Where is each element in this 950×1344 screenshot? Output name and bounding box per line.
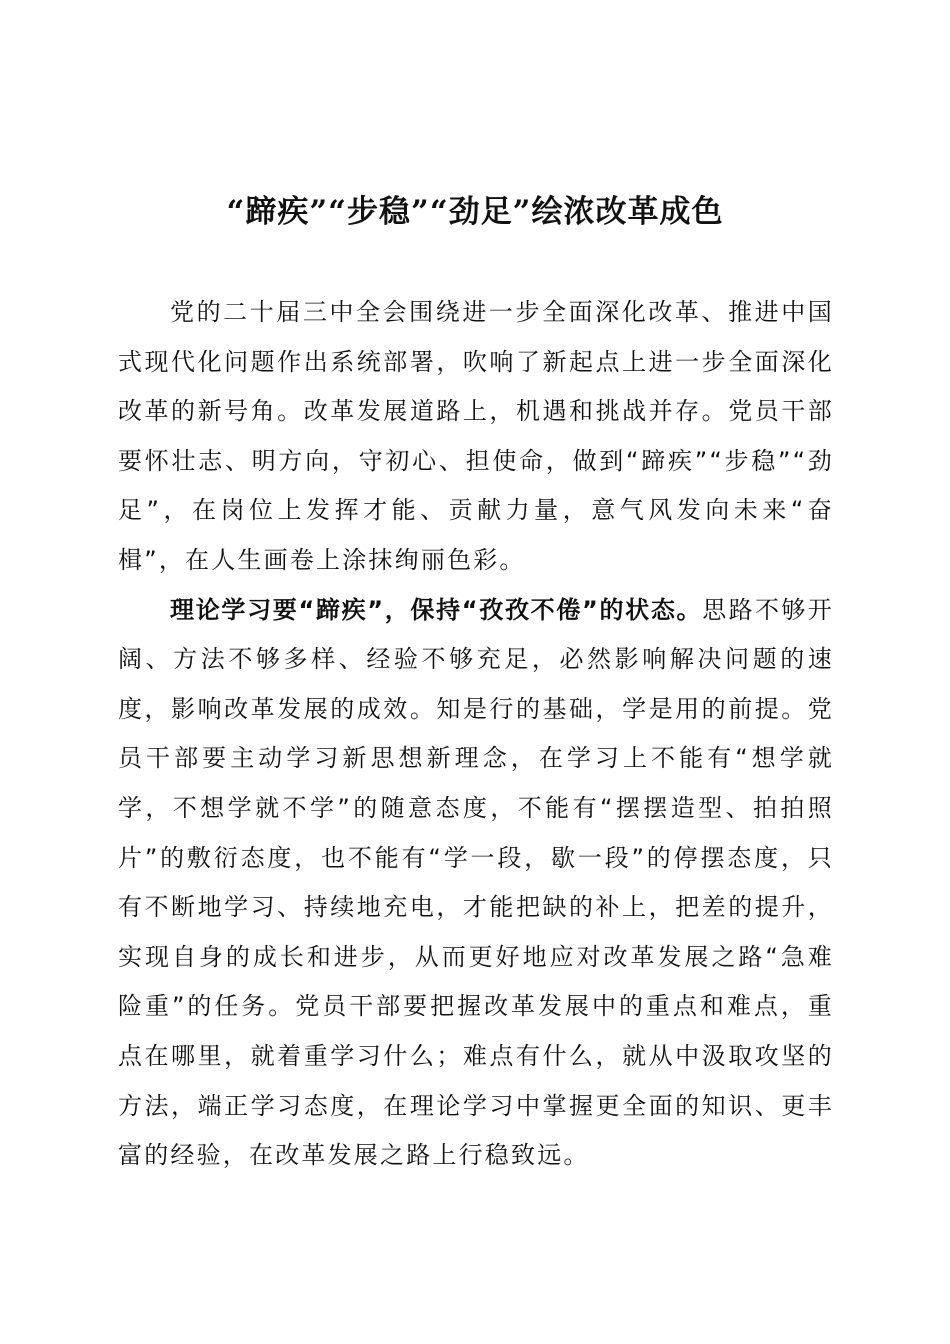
paragraph-intro: 党的二十届三中全会围绕进一步全面深化改革、推进中国式现代化问题作出系统部署，吹响了新起点上进一步全面深化改革的新号角。改革发展道路上，机遇和挑战并存。党员干部要怀壮志、明方向，守初心、担使命，做到“蹄疾”“步稳”“劲足”，在岗位上发挥才能、贡献力量，意气风发向未来“奋楫”，在人生画卷上涂抹绚丽色彩。 xyxy=(118,298,834,574)
paragraph-body-text: 思路不够开阔、方法不够多样、经验不够充足，必然影响解决问题的速度，影响改革发展的成效。知是行的基础，学是用的前提。党员干部要主动学习新思想新理念，在学习上不能有“想学就学，不想学就不学”的随意态度，不能有“摆摆造型、拍拍照片”的敷衍态度，也不能有“学一段，歇一段”的停摆态度，只有不断地学习、持续地充电，才能把缺的补上，把差的提升，实现自身的成长和进步，从而更好地应对改革发展之路“急难险重”的任务。党员干部要把握改革发展中的重点和难点，重点在哪里，就着重学习什么；难点有什么，就从中汲取攻坚的方法，端正学习态度，在理论学习中掌握更全面的知识、更丰富的经验，在改革发展之路上行稳致远。 xyxy=(118,595,835,1170)
document-title: “蹄疾”“步稳”“劲足”绘浓改革成色 xyxy=(226,194,724,230)
document-body xyxy=(118,288,834,1181)
paragraph-lead-sentence: 理论学习要“蹄疾”，保持“孜孜不倦”的状态。 xyxy=(170,595,703,624)
paragraph-theory-study xyxy=(118,586,834,1181)
